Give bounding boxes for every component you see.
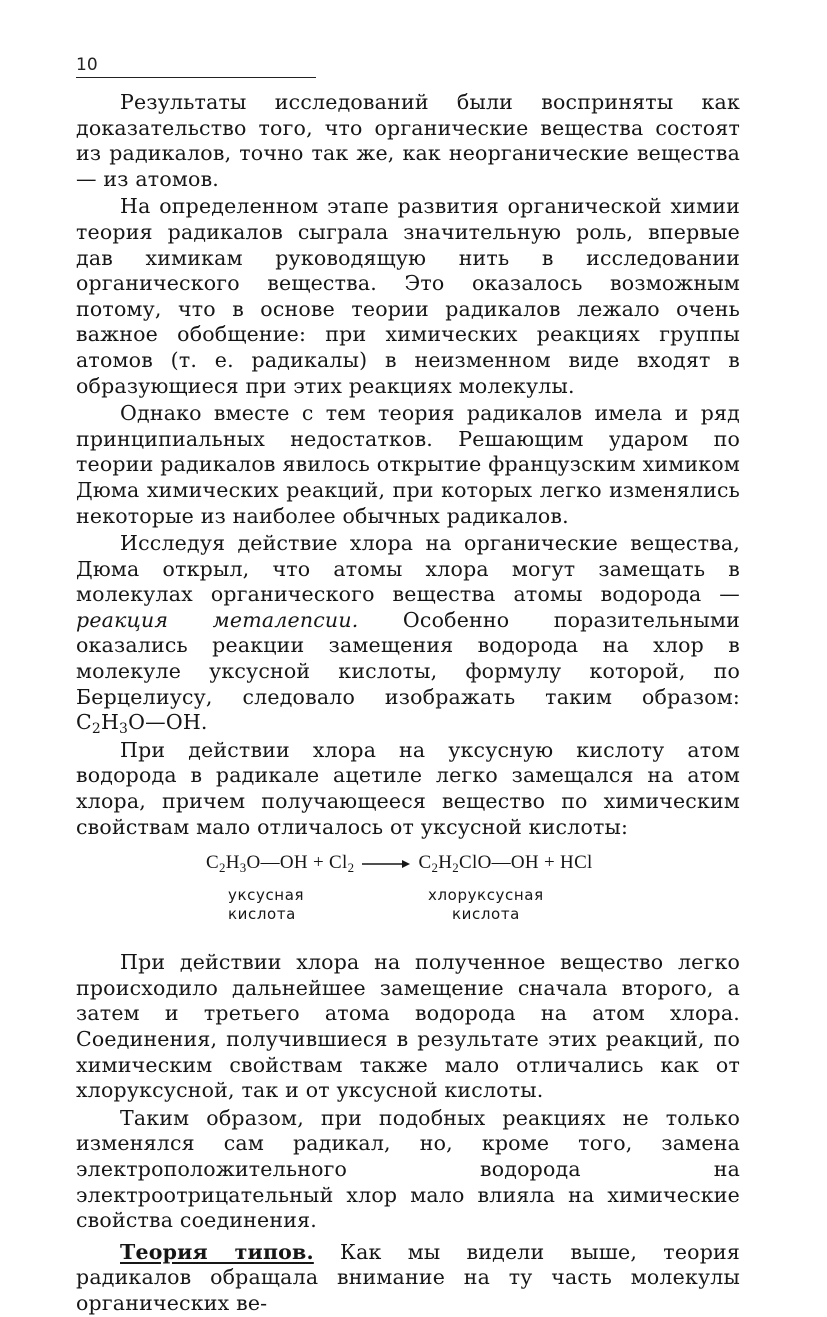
header-rule	[76, 77, 316, 78]
page-body	[76, 90, 740, 1317]
paragraph-5: При действии хлора на уксусную кислоту атом водорода в радикале ацетиле легко замещался на атом хлора, причем получающееся вещество по химическим свойствам мало отличалось от уксусной кислоты:	[76, 737, 740, 839]
label-acetic-acid: уксусная кислота	[228, 886, 305, 924]
paragraph-6: При действии хлора на полученное вещество легко происходило дальнейшее замещение сначала второго, а затем и третьего атома водорода на атом хлора. Соединения, получившиеся в результате этих реакций, по химическим свойствам также мало отличались как от хлоруксусной, так и от уксусной кислоты.	[76, 950, 740, 1103]
label-chloroacetic-acid: хлоруксусная кислота	[428, 886, 544, 924]
paragraph-2: На определенном этапе развития органической химии теория радикалов сыграла значительную роль, впервые дав химикам руководящую нить в исследовании органического вещества. Это оказалось возможным потому, что в основе теории радикалов лежало очень важное обобщение: при химических реакциях группы атомов (т. е. радикалы) в неизменном виде входят в образующиеся при этих реакциях молекулы.	[76, 194, 740, 398]
equation-line	[206, 852, 593, 874]
product-chloroacetic-acid: $C_2H_2ClO—OH$ + HCl	[418, 852, 593, 876]
paragraph-8-text: Как мы видели выше, теория радикалов обращала внимание на ту часть молекулы органических ве-	[76, 1239, 741, 1315]
page-number: 10	[76, 55, 98, 75]
berzelius-formula: $C_2H_3O—OH$.	[76, 710, 208, 738]
reaction-equation	[76, 848, 740, 928]
reaction-arrow-icon	[361, 858, 411, 870]
section-heading-type-theory: Теория типов.	[120, 1239, 314, 1264]
term-metalepsis: реакция металепсии.	[76, 607, 359, 632]
paragraph-4	[76, 531, 740, 736]
paragraph-7: Таким образом, при подобных реакциях не только изменялся сам радикал, но, кроме того, замена электроположительного водорода на электроотрицательный хлор мало влияла на химические свойства соединения.	[76, 1105, 740, 1233]
paragraph-3: Однако вместе с тем теория радикалов имела и ряд принципиальных недостатков. Решающим ударом по теории радикалов явилось открытие французским химиком Дюма химических реакций, при которых легко изменялись некоторые из наиболее обычных радикалов.	[76, 401, 740, 528]
reactant-acetic-acid: $C_2H_3O—OH + Cl_2$	[206, 852, 355, 876]
paragraph-8	[76, 1240, 740, 1317]
paragraph-4-text-a: Исследуя действие хлора на органические вещества, Дюма открыл, что атомы хлора могут замещать в молекулах органического вещества атомы водорода —	[76, 531, 740, 607]
paragraph-1: Результаты исследований были восприняты как доказательство того, что органические вещества состоят из радикалов, точно так же, как неорганические вещества — из атомов.	[76, 90, 740, 191]
paragraph-4-text-b: Особенно поразительными оказались реакции замещения водорода на хлор в молекуле уксусной кислоты, формулу которой, по Берцелиусу, следовало изображать таким образом:	[76, 607, 740, 709]
